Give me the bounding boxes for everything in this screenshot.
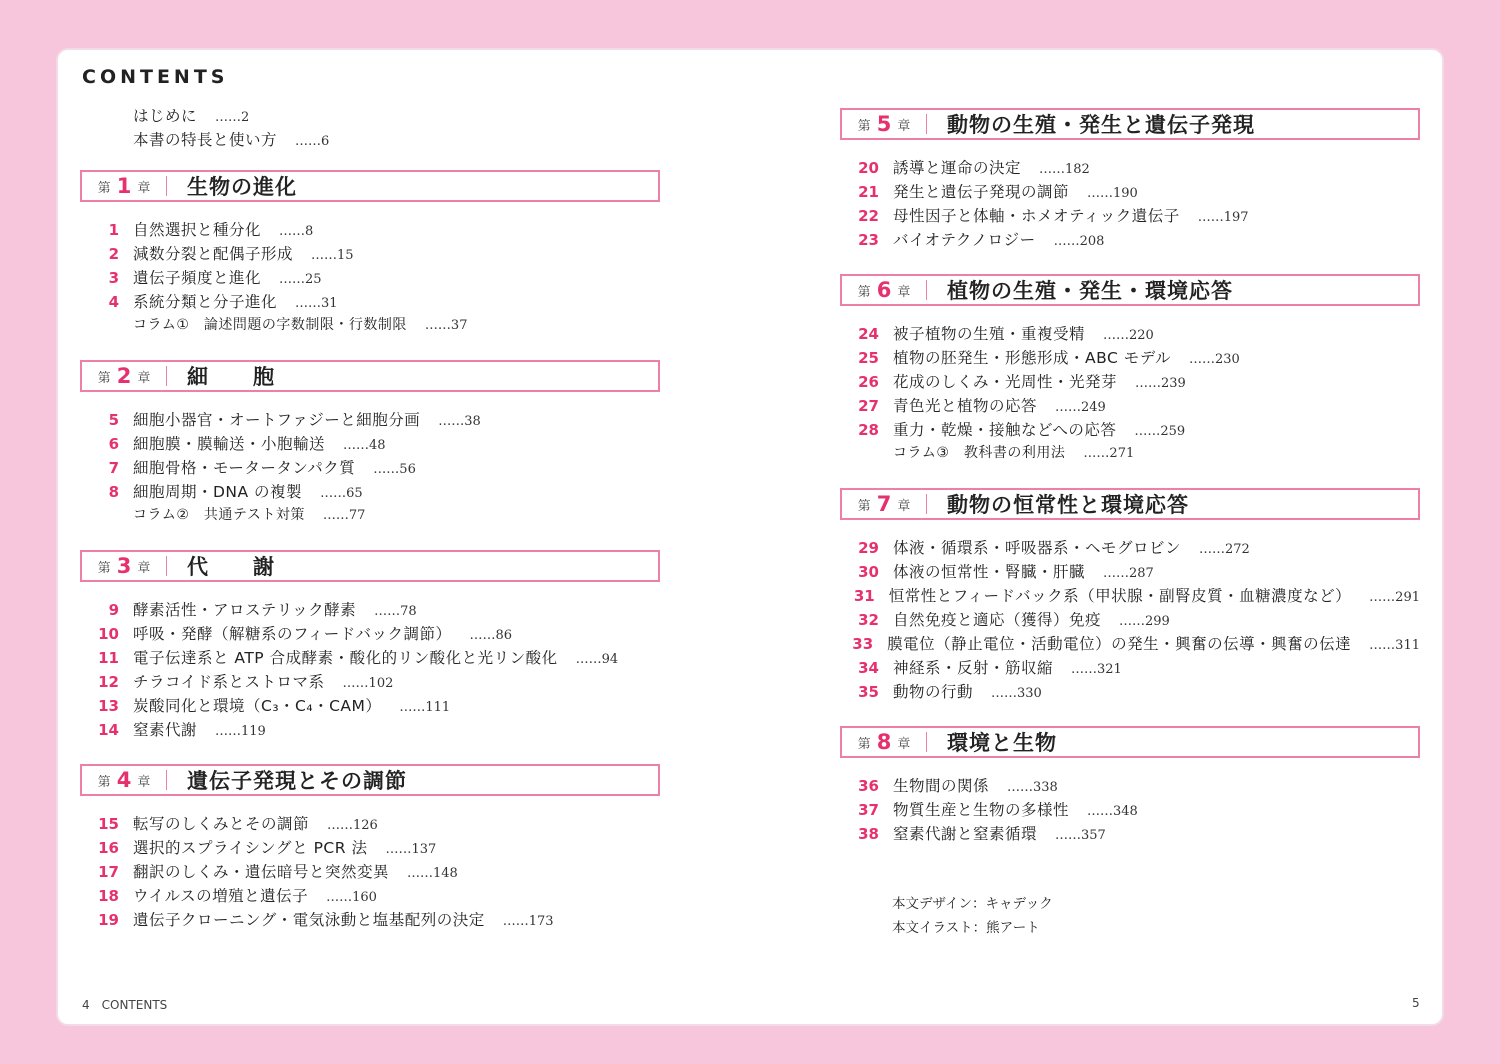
page-ref: ……37 (424, 318, 468, 333)
chapter-title: 細 胞 (187, 365, 275, 389)
section-label: 恒常性とフィードバック系（甲状腺・副腎皮質・血糖濃度など） (888, 587, 1352, 605)
chapter-6 (840, 274, 1420, 466)
intro-item[interactable] (133, 128, 660, 152)
section-entry[interactable] (840, 322, 1420, 346)
page-ref: ……287 (1103, 566, 1154, 581)
page-ref: ……8 (279, 224, 314, 239)
section-entry[interactable] (80, 694, 660, 718)
chapter-prefix: 第 (97, 370, 111, 386)
section-entry[interactable] (80, 718, 660, 742)
section-label: 電子伝達系と ATP 合成酵素・酸化的リン酸化と光リン酸化 (133, 649, 558, 667)
page-ref: ……321 (1071, 662, 1122, 677)
section-number: 33 (852, 635, 874, 653)
intro-label: 本書の特長と使い方 (133, 131, 278, 149)
section-number: 22 (858, 207, 879, 225)
chapter-header[interactable] (840, 488, 1420, 520)
section-entry[interactable] (80, 456, 660, 480)
chapter-prefix: 第 (97, 774, 111, 790)
chapter-suffix: 章 (897, 284, 911, 300)
section-number: 36 (858, 777, 879, 795)
chapter-header[interactable] (80, 550, 660, 582)
section-number: 21 (858, 183, 879, 201)
folio-right: 5 (1412, 996, 1420, 1010)
section-number: 10 (98, 625, 119, 643)
section-label: コラム① 論述問題の字数制限・行数制限 (133, 317, 407, 333)
chapter-title: 遺伝子発現とその調節 (187, 769, 407, 793)
chapter-number: 4 (116, 768, 132, 792)
page-ref: ……173 (502, 914, 554, 929)
page-ref: ……259 (1134, 424, 1186, 439)
section-entry[interactable] (80, 408, 660, 432)
section-entry[interactable] (840, 560, 1420, 584)
chapter-number: 7 (876, 492, 892, 516)
section-number: 26 (858, 373, 879, 391)
section-entry[interactable] (840, 228, 1420, 252)
section-entry[interactable] (840, 608, 1420, 632)
page-ref: ……249 (1055, 400, 1106, 415)
credits (840, 892, 1420, 940)
page-ref: ……15 (311, 248, 354, 263)
section-number: 13 (98, 697, 119, 715)
section-label: 窒素代謝と窒素循環 (893, 825, 1038, 843)
section-number: 7 (108, 459, 119, 477)
section-number: 12 (98, 673, 119, 691)
section-number: 14 (98, 721, 119, 739)
section-label: 遺伝子頻度と進化 (133, 269, 262, 287)
page-ref: ……6 (295, 134, 330, 149)
section-label: バイオテクノロジー (893, 231, 1036, 249)
section-number: 8 (108, 483, 119, 501)
section-label: ウイルスの増殖と遺伝子 (133, 887, 309, 905)
page-ref: ……230 (1188, 352, 1240, 367)
section-entry[interactable] (80, 884, 660, 908)
section-entry[interactable] (80, 670, 660, 694)
chapter-prefix: 第 (857, 736, 871, 752)
section-entry[interactable] (80, 598, 660, 622)
chapter-1 (80, 170, 660, 338)
section-label: コラム② 共通テスト対策 (133, 507, 305, 523)
section-number: 32 (858, 611, 879, 629)
chapter-header[interactable] (840, 108, 1420, 140)
section-label: 発生と遺伝子発現の調節 (893, 183, 1070, 201)
page-ref: ……271 (1083, 446, 1135, 461)
chapter-header[interactable] (80, 360, 660, 392)
chapter-5 (840, 108, 1420, 252)
section-entry[interactable] (80, 290, 660, 314)
chapter-number-box (82, 366, 167, 386)
chapter-suffix: 章 (137, 774, 151, 790)
section-entry[interactable] (840, 394, 1420, 418)
section-entry[interactable] (840, 680, 1420, 704)
section-number: 37 (858, 801, 879, 819)
page-ref: ……77 (322, 508, 366, 523)
page-ref: ……272 (1199, 542, 1250, 557)
section-entry[interactable] (80, 860, 660, 884)
section-label: 被子植物の生殖・重複受精 (893, 325, 1086, 343)
section-label: 自然選択と種分化 (133, 221, 262, 239)
section-label: 窒素代謝 (133, 721, 198, 739)
page-ref: ……86 (469, 628, 512, 643)
page-ref: ……160 (326, 890, 377, 905)
section-label: 細胞膜・膜輸送・小胞輸送 (133, 435, 326, 453)
chapter-2 (80, 360, 660, 528)
section-entry[interactable] (840, 370, 1420, 394)
section-label: 体液の恒常性・腎臓・肝臓 (893, 563, 1086, 581)
section-label: 誘導と運命の決定 (893, 159, 1022, 177)
section-number: 24 (858, 325, 879, 343)
page-ref: ……137 (385, 842, 437, 857)
column-entry[interactable] (80, 314, 660, 338)
page-ref: ……94 (575, 652, 619, 667)
section-label: 細胞周期・DNA の複製 (133, 483, 303, 501)
chapter-7 (840, 488, 1420, 704)
section-label: チラコイド系とストロマ系 (133, 673, 325, 691)
page-ref: ……31 (295, 296, 338, 311)
page-ref: ……197 (1197, 210, 1249, 225)
chapter-suffix: 章 (137, 180, 151, 196)
chapter-suffix: 章 (137, 560, 151, 576)
section-label: 転写のしくみとその調節 (133, 815, 310, 833)
section-number: 16 (98, 839, 119, 857)
section-label: 自然免疫と適応（獲得）免疫 (893, 611, 1102, 629)
section-entry[interactable] (840, 156, 1420, 180)
chapter-suffix: 章 (897, 736, 911, 752)
section-number: 35 (858, 683, 879, 701)
section-entry[interactable] (840, 204, 1420, 228)
section-label: 植物の胚発生・形態形成・ABC モデル (893, 349, 1171, 367)
page-ref: ……357 (1055, 828, 1106, 843)
section-label: 細胞小器官・オートファジーと細胞分画 (133, 411, 421, 429)
section-number: 3 (108, 269, 119, 287)
chapter-title: 環境と生物 (947, 731, 1057, 755)
section-entry[interactable] (840, 656, 1420, 680)
chapter-number: 8 (876, 730, 892, 754)
chapter-number-box (842, 494, 927, 514)
section-entry[interactable] (840, 418, 1420, 442)
section-entry[interactable] (840, 346, 1420, 370)
section-label: 選択的スプライシングと PCR 法 (133, 839, 368, 857)
section-entry[interactable] (80, 646, 660, 670)
section-entry[interactable] (840, 584, 1420, 608)
section-label: 呼吸・発酵（解糖系のフィードバック調節） (133, 625, 452, 643)
page-ref: ……291 (1369, 590, 1420, 605)
page-ref: ……102 (342, 676, 394, 691)
section-entry[interactable] (80, 836, 660, 860)
chapter-header[interactable] (840, 274, 1420, 306)
section-entry[interactable] (840, 774, 1420, 798)
section-entry[interactable] (80, 908, 660, 932)
section-label: 母性因子と体軸・ホメオティック遺伝子 (893, 207, 1180, 225)
intro-label: はじめに (133, 107, 198, 125)
section-label: 花成のしくみ・光周性・光発芽 (893, 373, 1118, 391)
section-entry[interactable] (840, 536, 1420, 560)
section-number: 31 (853, 587, 875, 605)
section-label: 減数分裂と配偶子形成 (133, 245, 294, 263)
intro-list (80, 104, 660, 152)
section-number: 28 (858, 421, 879, 439)
chapter-title: 代 謝 (187, 555, 275, 579)
contents-title: CONTENTS (82, 66, 229, 88)
section-label: 翻訳のしくみ・遺伝暗号と突然変異 (133, 863, 390, 881)
section-entry[interactable] (80, 242, 660, 266)
chapter-number-box (82, 770, 167, 790)
section-entry[interactable] (80, 622, 660, 646)
section-number: 38 (858, 825, 879, 843)
chapter-4 (80, 764, 660, 932)
chapter-number: 2 (116, 364, 132, 388)
chapter-prefix: 第 (97, 180, 111, 196)
page-ref: ……25 (279, 272, 322, 287)
chapter-header[interactable] (840, 726, 1420, 758)
section-number: 29 (858, 539, 879, 557)
chapter-number-box (842, 732, 927, 752)
chapter-suffix: 章 (897, 498, 911, 514)
page-ref: ……119 (215, 724, 266, 739)
section-entry[interactable] (840, 798, 1420, 822)
section-entry[interactable] (840, 632, 1420, 656)
section-number: 18 (98, 887, 119, 905)
chapter-header[interactable] (80, 764, 660, 796)
credit-design: 本文デザイン：キャデック (892, 896, 1053, 912)
section-number: 19 (98, 911, 119, 929)
section-label: コラム③ 教科書の利用法 (893, 445, 1066, 461)
chapter-prefix: 第 (857, 284, 871, 300)
chapter-number-box (842, 280, 927, 300)
section-entry[interactable] (840, 822, 1420, 846)
page-ref: ……299 (1119, 614, 1170, 629)
page-ref: ……338 (1007, 780, 1058, 795)
chapter-title: 植物の生殖・発生・環境応答 (947, 279, 1233, 303)
section-label: 重力・乾燥・接触などへの応答 (893, 421, 1117, 439)
section-number: 2 (108, 245, 119, 263)
credit-illustration: 本文イラスト：熊アート (892, 920, 1040, 936)
page-ref: ……78 (374, 604, 417, 619)
chapter-suffix: 章 (137, 370, 151, 386)
section-number: 9 (108, 601, 119, 619)
page-ref: ……38 (438, 414, 481, 429)
section-number: 27 (858, 397, 879, 415)
section-entry[interactable] (80, 266, 660, 290)
section-label: 物質生産と生物の多様性 (893, 801, 1070, 819)
section-label: 膜電位（静止電位・活動電位）の発生・興奮の伝導・興奮の伝達 (887, 635, 1352, 653)
page-ref: ……348 (1087, 804, 1138, 819)
section-entry[interactable] (80, 480, 660, 504)
page-ref: ……126 (327, 818, 378, 833)
chapter-number-box (842, 114, 927, 134)
chapter-title: 生物の進化 (187, 175, 297, 199)
chapter-prefix: 第 (857, 498, 871, 514)
page-ref: ……65 (320, 486, 363, 501)
section-label: 細胞骨格・モータータンパク質 (133, 459, 356, 477)
page-ref: ……220 (1103, 328, 1154, 343)
section-number: 17 (98, 863, 119, 881)
page-ref: ……182 (1039, 162, 1090, 177)
page-ref: ……2 (215, 110, 250, 125)
chapter-number: 1 (116, 174, 132, 198)
page-ref: ……56 (373, 462, 416, 477)
section-number: 5 (108, 411, 119, 429)
chapter-suffix: 章 (897, 118, 911, 134)
page-ref: ……239 (1135, 376, 1186, 391)
left-column (80, 104, 660, 932)
section-label: 体液・循環系・呼吸器系・ヘモグロビン (893, 539, 1182, 557)
column-entry[interactable] (840, 442, 1420, 466)
chapter-3 (80, 550, 660, 742)
section-label: 炭酸同化と環境（C₃・C₄・CAM） (133, 697, 382, 715)
chapter-header[interactable] (80, 170, 660, 202)
section-number: 20 (858, 159, 879, 177)
section-label: 青色光と植物の応答 (893, 397, 1038, 415)
chapter-title: 動物の生殖・発生と遺伝子発現 (947, 113, 1255, 137)
section-label: 遺伝子クローニング・電気泳動と塩基配列の決定 (133, 911, 485, 929)
section-entry[interactable] (80, 812, 660, 836)
chapter-prefix: 第 (97, 560, 111, 576)
section-number: 15 (98, 815, 119, 833)
section-label: 系統分類と分子進化 (133, 293, 278, 311)
section-label: 動物の行動 (893, 683, 974, 701)
section-number: 11 (98, 649, 119, 667)
intro-item[interactable] (133, 104, 660, 128)
section-entry[interactable] (80, 218, 660, 242)
section-label: 酵素活性・アロステリック酵素 (133, 601, 357, 619)
chapter-number-box (82, 556, 167, 576)
section-number: 1 (108, 221, 119, 239)
folio-left: 4 CONTENTS (82, 998, 168, 1012)
page-ref: ……148 (407, 866, 458, 881)
chapter-number: 6 (876, 278, 892, 302)
section-number: 4 (108, 293, 119, 311)
page-ref: ……330 (991, 686, 1042, 701)
chapter-number: 3 (116, 554, 132, 578)
page-ref: ……208 (1053, 234, 1105, 249)
section-number: 30 (858, 563, 879, 581)
chapter-number-box (82, 176, 167, 196)
chapter-prefix: 第 (857, 118, 871, 134)
chapter-8 (840, 726, 1420, 846)
page-ref: ……111 (399, 700, 451, 715)
section-number: 25 (858, 349, 879, 367)
column-entry[interactable] (80, 504, 660, 528)
section-label: 生物間の関係 (893, 777, 990, 795)
page-ref: ……48 (343, 438, 386, 453)
page-ref: ……190 (1087, 186, 1138, 201)
right-column (840, 104, 1420, 940)
page-ref: ……311 (1369, 638, 1420, 653)
section-number: 6 (108, 435, 119, 453)
chapter-title: 動物の恒常性と環境応答 (947, 493, 1189, 517)
section-entry[interactable] (840, 180, 1420, 204)
section-entry[interactable] (80, 432, 660, 456)
chapter-number: 5 (876, 112, 892, 136)
section-number: 34 (858, 659, 879, 677)
section-label: 神経系・反射・筋収縮 (893, 659, 1054, 677)
section-number: 23 (858, 231, 879, 249)
